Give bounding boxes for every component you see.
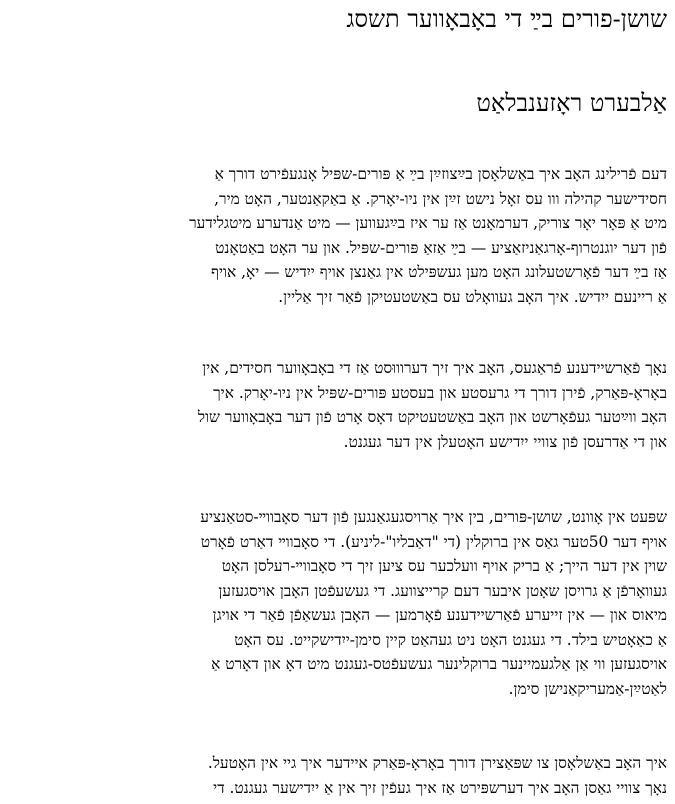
text-line: שפּעט אין אָוונט, שושן-פּורים, בין איך אַרויסגעגאַנגען פֿון דער סאָבווײ-סטאַנציע (200, 508, 667, 526)
paragraph-3 (5, 505, 667, 701)
text-line: אויף דער 50טער גאַס אין ברוקלין (די "דאַבליו"-ליניע). די סאָבווײ דאַרט פֿאָרט (200, 532, 667, 551)
text-line: מיט אַ פּאָר יאָר צוריק, דערמאָנט אַז ער איז בײַגעווען — מיט אַנדערע מיטגלידער (189, 214, 667, 232)
author-name: אַלבערט ראָזענבלאַט (476, 89, 667, 117)
text-line: אַז בײַ דער פֿאָרשטעלונג האָט מען געשפּילט אין גאַנצן אויף ייִדיש — יאָ, אויף (211, 263, 667, 281)
paragraph-4 (5, 751, 667, 800)
text-line: לאַטײַן-אַמעריקאַנישן סימן. (508, 679, 667, 698)
text-line: געוואָרפֿן אַ גרויסן שאָטן איבער דעם קרייצוועג. די געשעפֿטן האָבן אויסגעזען (218, 581, 667, 600)
text-line: איך האָב באַשלאָסן צו שפּאַצירן דורך באָראָ-פּאַרק איידער איך גיי אין האָטעל. (207, 754, 667, 772)
text-line: אויסגעזען ווי אַן אַלגעמיינער ברוקלינער געשעפֿטס-געגנט מיט דאָ און דאָרט אַ (211, 655, 667, 673)
text-line: האָב ווײַטער געפֿאָרשט און האָב באַשטעטיקט דאָס אָרט פֿון דער באָבאָווער שול (197, 408, 667, 426)
text-line: דעם פֿרילינג האָב איך באַשלאָסן בײַצוזײַן בײַ אַ פּורים-שפּיל אָנגעפֿירט דורך אַ (214, 165, 667, 183)
text-line: אַ כאַאָטיש בילד. די געגנט האָט ניט געהאַט קיין סימן-ייִדישקייט. עס האָט (234, 630, 667, 649)
text-line: פֿון דער יוגנטרוף-אָרגאַניזאַציע — בײַ אַזאַ פּורים-שפּיל. און ער האָט באַטאָנט (215, 238, 667, 257)
text-line: נאָך צוויי גאַסן האָב איך דערשפּירט אַז איך געפֿין זיך אין אַ ייִדישער געגנט. די (213, 778, 667, 797)
text-line: חסידישער קהילה ווו עס זאָל נישט זײַן אין ניו-יאָרק. אַ באַקאַנטער, האָט מיר, (214, 189, 667, 208)
text-line: אַ ריינעם ייִדיש. איך האָב געוואָלט עס באַשטעטיקן פֿאַר זיך אַליין. (278, 287, 667, 306)
paragraph-1 (5, 162, 667, 309)
text-line: שוין אין דער הייך; אַ בריק אויף וועלכער עס ציען זיך די סאָבווײ-רעלסן האָט (221, 557, 667, 575)
text-line: באָראָ-פּאַרק, פֿירן דורך די גרעסטע און בעסטע פּורים-שפּיל אין ניו-יאָרק. איך (213, 383, 667, 402)
text-line: נאָך פֿאַרשיידענע פֿראַגעס, האָב איך זיך דערוווּסט אַז די באָבאָווער חסידים, אין (202, 359, 667, 377)
text-line: מיאוס און — אין זייערע פֿאַרשיידענע פֿאָרמען — האָבן געשאַפֿן פֿאַר די אויגן (212, 606, 667, 624)
text-line: און די אַדרעסן פֿון צוויי ייִדישע האָטעלן אין דער געגנט. (343, 432, 667, 451)
paragraph-2 (5, 356, 667, 454)
document-title: שושן-פורים בײַ די באָבאָווער תשסג (346, 5, 667, 33)
